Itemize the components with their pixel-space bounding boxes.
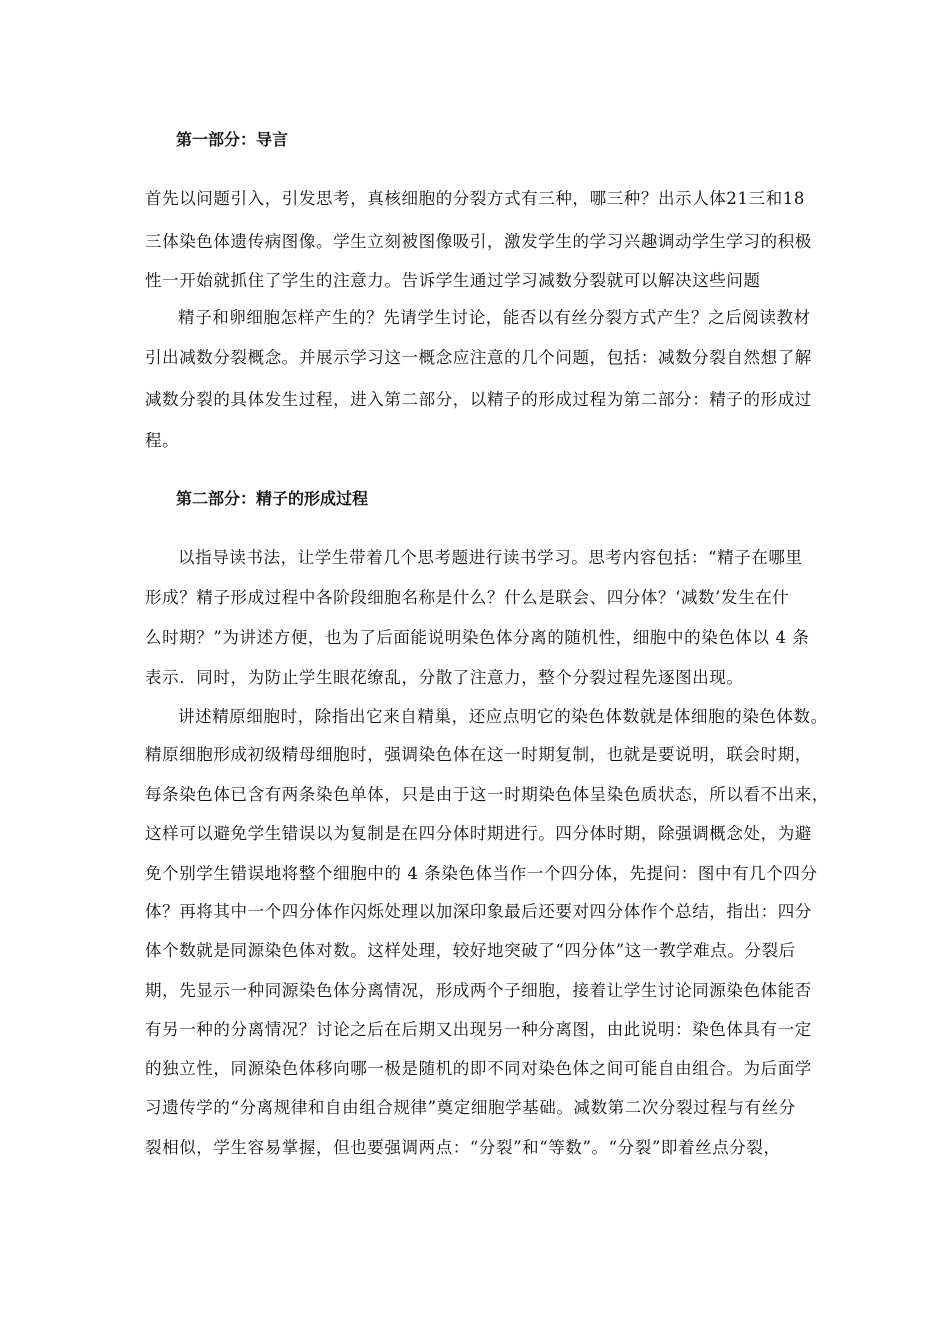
paragraph-line: 程。 [145, 431, 180, 450]
paragraph-line: 期，先显示一种同源染色体分离情况，形成两个子细胞，接着让学生讨论同源染色体能否 [145, 981, 812, 1000]
section-heading-intro: 第一部分：导言 [176, 130, 289, 149]
paragraph-line: 的独立性，同源染色体移向哪一极是随机的即不同对染色体之间可能自由组合。为后面学 [145, 1059, 812, 1078]
paragraph-line: 习遗传学的“分离规律和自由组合规律”奠定细胞学基础。减数第二次分裂过程与有丝分 [145, 1098, 796, 1117]
paragraph-line: 讲述精原细胞时，除指出它来自精巢，还应点明它的染色体数就是体细胞的染色体数。 [178, 707, 828, 726]
paragraph-line: 有另一种的分离情况？讨论之后在后期又出现另一种分离图，由此说明：染色体具有一定 [145, 1020, 812, 1039]
paragraph-line: 表示．同时，为防止学生眼花缭乱，分散了注意力，整个分裂过程先逐图出现。 [145, 668, 744, 687]
paragraph-line: 精子和卵细胞怎样产生的？先请学生讨论，能否以有丝分裂方式产生？之后阅读教材 [178, 308, 811, 327]
section-heading-sperm-formation: 第二部分：精子的形成过程 [176, 489, 369, 508]
paragraph-line: 精原细胞形成初级精母细胞时，强调染色体在这一时期复制，也就是要说明，联会时期， [145, 745, 812, 764]
paragraph-line: 体个数就是同源染色体对数。这样处理，较好地突破了“四分体”这一教学难点。分裂后 [145, 941, 796, 960]
paragraph-line: 性一开始就抓住了学生的注意力。告诉学生通过学习减数分裂就可以解决这些问题 [145, 271, 761, 290]
paragraph-line: 三体染色体遗传病图像。学生立刻被图像吸引，激发学生的学习兴趣调动学生学习的积极 [145, 232, 812, 251]
paragraph-line: 首先以问题引入，引发思考，真核细胞的分裂方式有三种，哪三种？出示人体21三和18 [145, 189, 805, 208]
paragraph-line: 体？再将其中一个四分体作闪烁处理以加深印象最后还要对四分体作个总结，指出：四分 [145, 902, 812, 921]
paragraph-line: 免个别学生错误地将整个细胞中的 4 条染色体当作一个四分体，先提问：图中有几个四分 [145, 864, 818, 883]
paragraph-line: 以指导读书法，让学生带着几个思考题进行读书学习。思考内容包括：“精子在哪里 [178, 548, 803, 567]
paragraph-line: 么时期？”为讲述方便，也为了后面能说明染色体分离的随机性，细胞中的染色体以 4 条 [145, 628, 810, 647]
paragraph-line: 每条染色体已含有两条染色单体，只是由于这一时期染色体呈染色质状态，所以看不出来， [145, 785, 829, 804]
paragraph-line: 减数分裂的具体发生过程，进入第二部分，以精子的形成过程为第二部分：精子的形成过 [145, 390, 812, 409]
paragraph-line: 裂相似，学生容易掌握，但也要强调两点：“分裂”和“等数”。“分裂”即着丝点分裂， [145, 1138, 781, 1157]
paragraph-line: 形成？精子形成过程中各阶段细胞名称是什么？什么是联会、四分体？‘减数’发生在什 [145, 588, 790, 607]
paragraph-line: 引出减数分裂概念。并展示学习这一概念应注意的几个问题，包括：减数分裂自然想了解 [145, 348, 812, 367]
paragraph-line: 这样可以避免学生错误以为复制是在四分体时期进行。四分体时期，除强调概念处，为避 [145, 824, 812, 843]
